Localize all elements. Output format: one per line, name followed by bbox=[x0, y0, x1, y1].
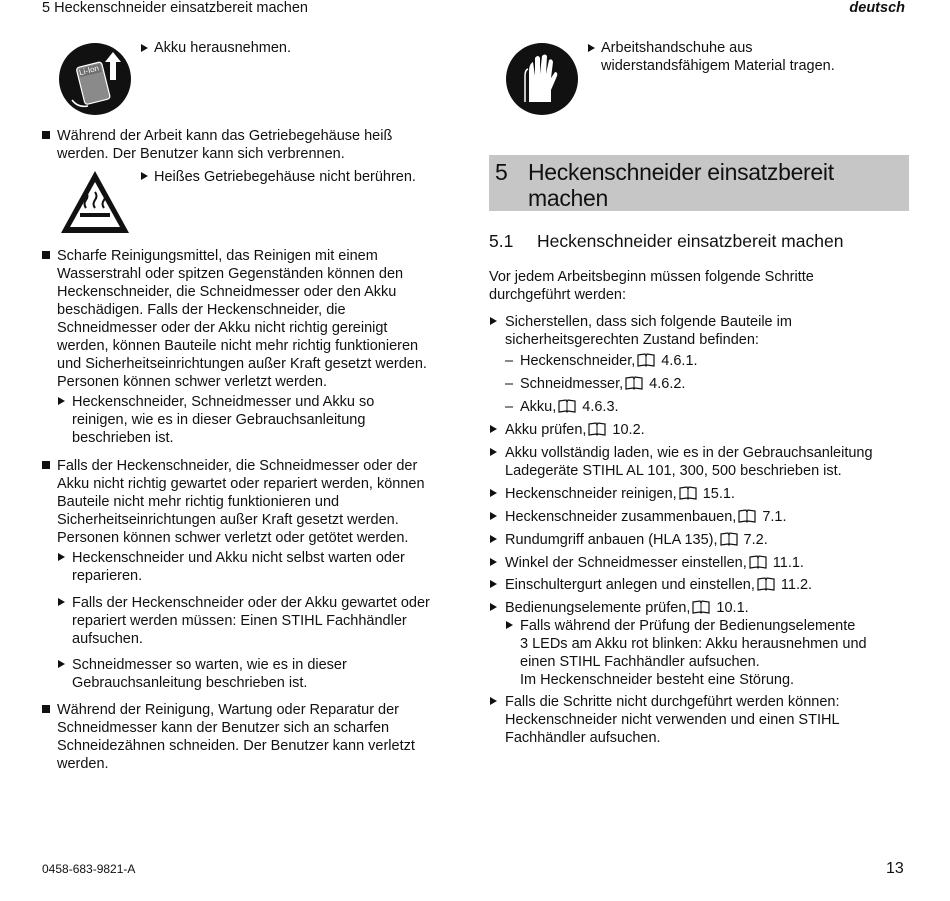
instruction-arrow-icon bbox=[506, 621, 513, 629]
warning-text-line: Schneidmesser kann der Benutzer sich an scharfen bbox=[57, 720, 390, 736]
book-reference-icon bbox=[588, 422, 606, 436]
instruction-arrow-icon bbox=[58, 598, 65, 606]
bullet-square-icon bbox=[42, 251, 50, 259]
substep-text: einen STIHL Fachhändler aufsuchen. bbox=[520, 654, 760, 670]
warning-text-line: Schneidezähnen schneiden. Der Benutzer kann verletzt bbox=[57, 738, 415, 754]
substep-text: Im Heckenschneider besteht eine Störung. bbox=[520, 672, 795, 688]
instruction-arrow-icon bbox=[490, 697, 497, 705]
step-text: Akku prüfen, 10.2. bbox=[505, 422, 645, 438]
bullet-square-icon bbox=[42, 461, 50, 469]
substep-text: Falls während der Prüfung der Bedienungselemente bbox=[520, 618, 856, 634]
hot-surface-warning-icon bbox=[58, 168, 132, 236]
battery-label: Li-Ion bbox=[78, 63, 100, 78]
step-text: Heckenschneider zusammenbauen, 7.1. bbox=[505, 509, 787, 525]
document-code: 0458-683-9821-A bbox=[42, 862, 136, 876]
warning-text-line: werden, können Bauteile nicht mehr richtig funktionieren bbox=[57, 338, 419, 354]
instruction-arrow-icon bbox=[490, 558, 497, 566]
warning-text-line: beschädigen. Falls der Heckenschneider, die bbox=[57, 302, 346, 318]
protective-gloves-icon bbox=[505, 42, 579, 116]
book-reference-icon bbox=[637, 353, 655, 367]
running-header-chapter: 5 Heckenschneider einsatzbereit machen bbox=[42, 0, 308, 16]
instruction-arrow-icon bbox=[588, 44, 595, 52]
instruction-text: Schneidmesser so warten, wie es in dieser bbox=[72, 657, 347, 673]
dash-marker: – bbox=[505, 353, 514, 369]
instruction-arrow-icon bbox=[490, 448, 497, 456]
instruction-arrow-icon bbox=[141, 172, 148, 180]
component-item: Heckenschneider, 4.6.1. bbox=[520, 353, 698, 369]
dash-marker: – bbox=[505, 376, 514, 392]
book-reference-icon bbox=[738, 509, 756, 523]
chapter-number: 5 bbox=[495, 159, 508, 185]
step-text: Fachhändler aufsuchen. bbox=[505, 730, 661, 746]
instruction-arrow-icon bbox=[58, 397, 65, 405]
bullet-square-icon bbox=[42, 131, 50, 139]
warning-text-line: Wasserstrahl oder spitzen Gegenständen können den bbox=[57, 266, 404, 282]
step-text: Akku vollständig laden, wie es in der Gebrauchsanleitung bbox=[505, 445, 873, 461]
instruction-arrow-icon bbox=[490, 489, 497, 497]
warning-text-line: Akku nicht richtig gewartet oder repariert werden, können bbox=[57, 476, 425, 492]
warning-text-line: Personen können schwer verletzt oder getötet werden. bbox=[57, 530, 409, 546]
step-text: Einschultergurt anlegen und einstellen, 11.2. bbox=[505, 577, 813, 593]
warning-text-line: Heckenschneider, die Schneidmesser oder den Akku bbox=[57, 284, 397, 300]
step-text: Heckenschneider nicht verwenden und einen STIHL bbox=[505, 712, 840, 728]
instruction-arrow-icon bbox=[58, 553, 65, 561]
warning-text-line: Falls der Heckenschneider, die Schneidmesser oder der bbox=[57, 458, 418, 474]
warning-text-line: werden. Der Benutzer kann sich verbrennen. bbox=[57, 146, 345, 162]
intro-text: Vor jedem Arbeitsbeginn müssen folgende Schritte bbox=[489, 269, 814, 285]
section-number: 5.1 bbox=[489, 231, 514, 251]
book-reference-icon bbox=[625, 376, 643, 390]
book-reference-icon bbox=[692, 600, 710, 614]
warning-text-line: und Sicherheitseinrichtungen außer Kraft gesetzt werden. bbox=[57, 356, 427, 372]
intro-text: durchgeführt werden: bbox=[489, 287, 627, 303]
book-reference-icon bbox=[749, 555, 767, 569]
chapter-title-line: machen bbox=[528, 185, 609, 211]
instruction-text: Heckenschneider, Schneidmesser und Akku so bbox=[72, 394, 375, 410]
book-reference-icon bbox=[757, 577, 775, 591]
component-item: Schneidmesser, 4.6.2. bbox=[520, 376, 686, 392]
instruction-text: Falls der Heckenschneider oder der Akku gewartet oder bbox=[72, 595, 430, 611]
instruction-text: Arbeitshandschuhe aus bbox=[601, 40, 753, 56]
warning-text-line: Scharfe Reinigungsmittel, das Reinigen mit einem bbox=[57, 248, 378, 264]
instruction-text: Akku herausnehmen. bbox=[154, 40, 292, 56]
instruction-arrow-icon bbox=[490, 425, 497, 433]
instruction-arrow-icon bbox=[490, 603, 497, 611]
step-text: sicherheitsgerechten Zustand befinden: bbox=[505, 332, 759, 348]
warning-text-line: Während der Arbeit kann das Getriebegehäuse heiß bbox=[57, 128, 393, 144]
step-text: Falls die Schritte nicht durchgeführt werden können: bbox=[505, 694, 840, 710]
page-number: 13 bbox=[886, 860, 904, 877]
running-header-language: deutsch bbox=[849, 0, 905, 16]
warning-text-line: Während der Reinigung, Wartung oder Reparatur der bbox=[57, 702, 400, 718]
step-text: Rundumgriff anbauen (HLA 135), 7.2. bbox=[505, 532, 768, 548]
dash-marker: – bbox=[505, 399, 514, 415]
instruction-text: reinigen, wie es in dieser Gebrauchsanleitung bbox=[72, 412, 366, 428]
instruction-arrow-icon bbox=[490, 535, 497, 543]
instruction-text: Heckenschneider und Akku nicht selbst warten oder bbox=[72, 550, 405, 566]
instruction-arrow-icon bbox=[490, 512, 497, 520]
instruction-text: repariert werden müssen: Einen STIHL Fachhändler bbox=[72, 613, 407, 629]
instruction-text: widerstandsfähigem Material tragen. bbox=[601, 58, 835, 74]
warning-text-line: Personen können schwer verletzt werden. bbox=[57, 374, 328, 390]
instruction-text: Heißes Getriebegehäuse nicht berühren. bbox=[154, 169, 416, 185]
step-text: Sicherstellen, dass sich folgende Bauteile im bbox=[505, 314, 792, 330]
step-text: Heckenschneider reinigen, 15.1. bbox=[505, 486, 735, 502]
book-reference-icon bbox=[720, 532, 738, 546]
step-text: Bedienungselemente prüfen, 10.1. bbox=[505, 600, 749, 616]
instruction-text: Gebrauchsanleitung beschrieben ist. bbox=[72, 675, 308, 691]
component-item: Akku, 4.6.3. bbox=[520, 399, 619, 415]
instruction-arrow-icon bbox=[490, 317, 497, 325]
book-reference-icon bbox=[558, 399, 576, 413]
warning-text-line: Bauteile nicht mehr richtig funktionieren und bbox=[57, 494, 340, 510]
instruction-arrow-icon bbox=[141, 44, 148, 52]
instruction-arrow-icon bbox=[58, 660, 65, 668]
step-text: Winkel der Schneidmesser einstellen, 11.1. bbox=[505, 555, 804, 571]
section-title: Heckenschneider einsatzbereit machen bbox=[537, 231, 844, 251]
bullet-square-icon bbox=[42, 705, 50, 713]
substep-text: 3 LEDs am Akku rot blinken: Akku herausnehmen und bbox=[520, 636, 867, 652]
battery-remove-icon bbox=[58, 42, 132, 116]
chapter-title-line: Heckenschneider einsatzbereit bbox=[528, 159, 834, 185]
instruction-text: beschrieben ist. bbox=[72, 430, 174, 446]
instruction-text: aufsuchen. bbox=[72, 631, 143, 647]
step-text: Ladegeräte STIHL AL 101, 300, 500 beschrieben ist. bbox=[505, 463, 842, 479]
instruction-arrow-icon bbox=[490, 580, 497, 588]
warning-text-line: Schneidmesser oder der Akku nicht richtig gereinigt bbox=[57, 320, 388, 336]
book-reference-icon bbox=[679, 486, 697, 500]
warning-text-line: Sicherheitseinrichtungen außer Kraft gesetzt werden. bbox=[57, 512, 399, 528]
warning-text-line: werden. bbox=[57, 756, 109, 772]
instruction-text: reparieren. bbox=[72, 568, 143, 584]
